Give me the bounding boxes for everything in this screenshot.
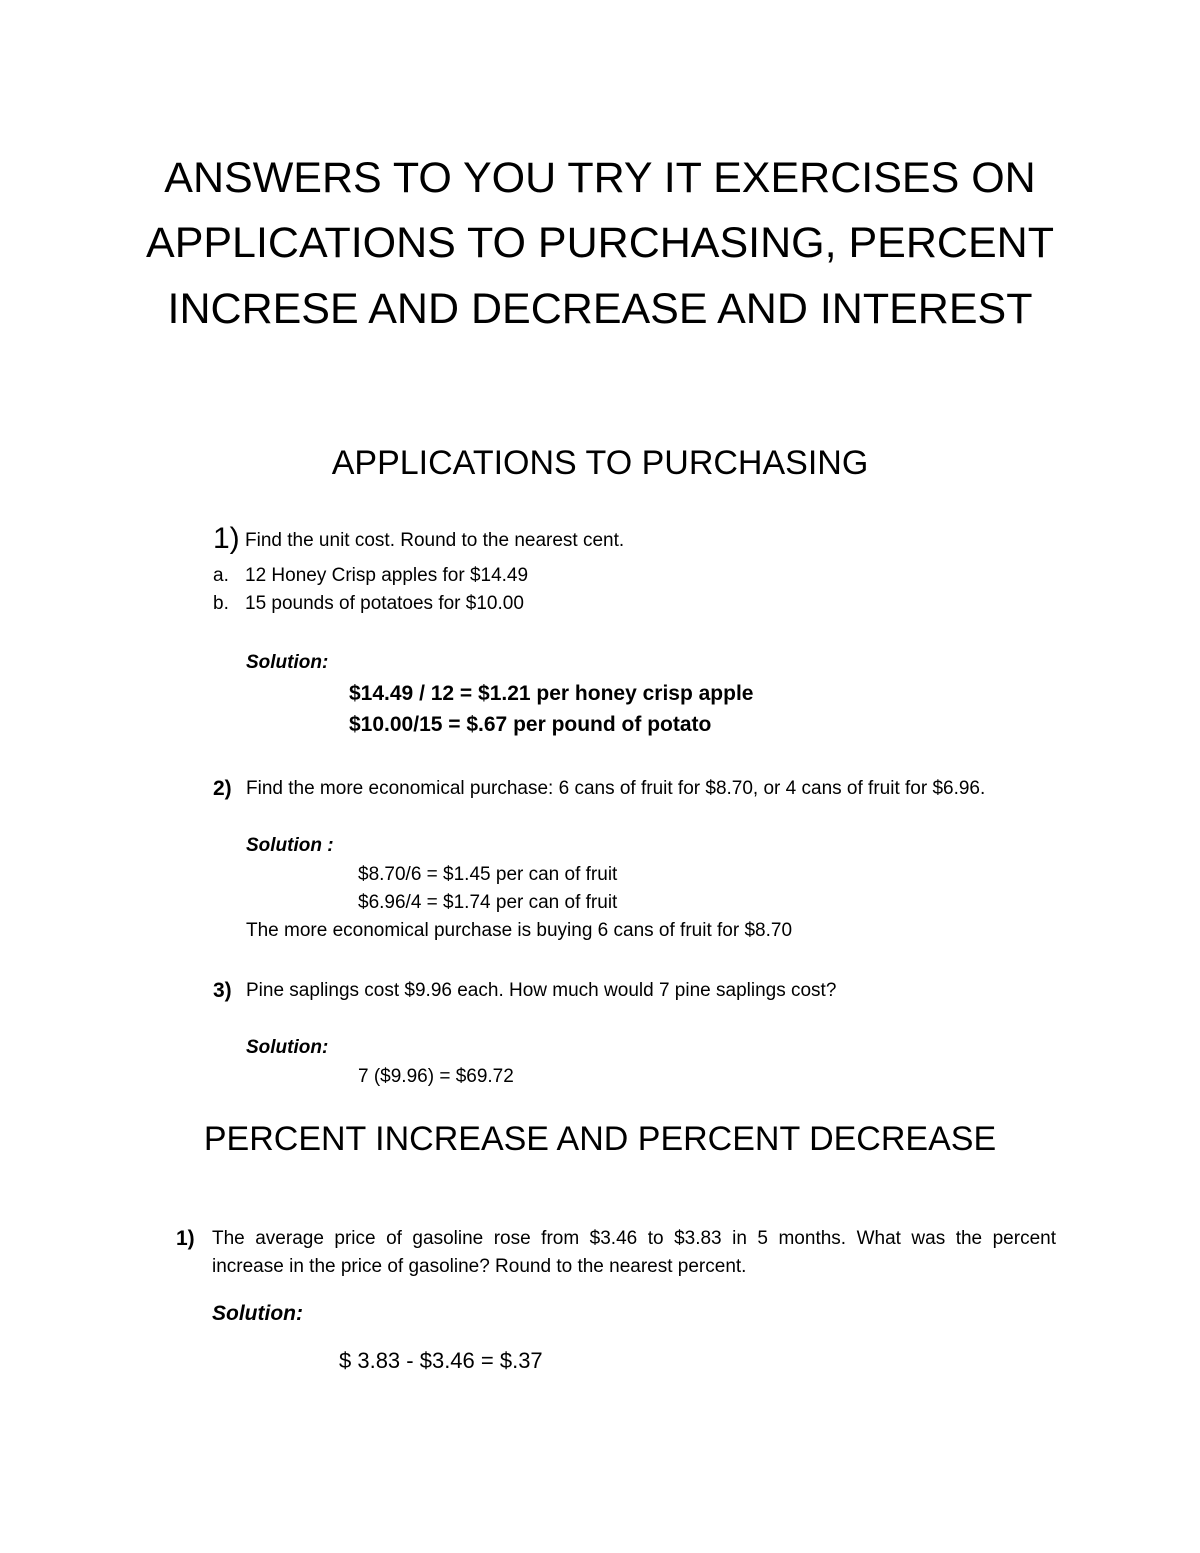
solution-label-2: Solution : [246, 835, 334, 856]
question-1-text: Find the unit cost. Round to the nearest cent. [245, 530, 625, 551]
solution-label-3: Solution: [246, 1037, 329, 1058]
solution-1-line-1: $14.49 / 12 = $1.21 per honey crisp apple [349, 682, 754, 705]
solution-2-line-2: $6.96/4 = $1.74 per can of fruit [358, 892, 618, 913]
solution-3-line-1: 7 ($9.96) = $69.72 [358, 1066, 514, 1087]
question-1-number: 1) [213, 522, 240, 555]
percent-question-1-number: 1) [176, 1227, 195, 1250]
question-3-number: 3) [213, 979, 232, 1002]
percent-solution-1-line-1: $ 3.83 - $3.46 = $.37 [339, 1348, 543, 1373]
solution-2-conclusion: The more economical purchase is buying 6 cans of fruit for $8.70 [246, 920, 793, 941]
question-2-text: Find the more economical purchase: 6 cans of fruit for $8.70, or 4 cans of fruit for $6.96. [246, 778, 986, 799]
solution-label-1: Solution: [246, 652, 329, 673]
question-2-number: 2) [213, 777, 232, 800]
percent-question-1-text-line-1: The average price of gasoline rose from $3.46 to $3.83 in 5 months. What was the percent [212, 1228, 1056, 1249]
item-a-label: a. [213, 565, 229, 586]
percent-solution-label-1: Solution: [212, 1302, 303, 1325]
item-a-text: 12 Honey Crisp apples for $14.49 [245, 565, 529, 586]
question-3-text: Pine saplings cost $9.96 each. How much would 7 pine saplings cost? [246, 980, 837, 1001]
item-b-text: 15 pounds of potatoes for $10.00 [245, 593, 524, 614]
section-heading-percent: PERCENT INCREASE AND PERCENT DECREASE [203, 1120, 997, 1158]
item-b-label: b. [213, 593, 229, 614]
title-line-3: INCRESE AND DECREASE AND INTEREST [167, 285, 1033, 333]
title-line-1: ANSWERS TO YOU TRY IT EXERCISES ON [164, 154, 1036, 202]
solution-1-line-2: $10.00/15 = $.67 per pound of potato [349, 713, 712, 736]
section-heading-purchasing: APPLICATIONS TO PURCHASING [331, 444, 869, 482]
title-line-2: APPLICATIONS TO PURCHASING, PERCENT [146, 219, 1054, 267]
solution-2-line-1: $8.70/6 = $1.45 per can of fruit [358, 864, 618, 885]
percent-question-1-text-line-2: increase in the price of gasoline? Round to the nearest percent. [212, 1256, 747, 1277]
